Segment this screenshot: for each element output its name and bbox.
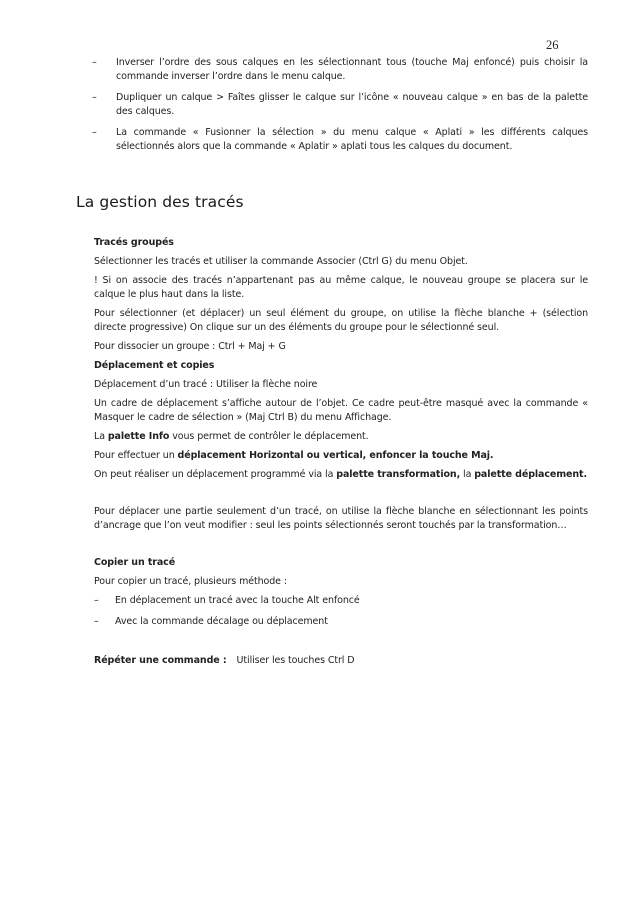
text-run: La: [94, 431, 108, 442]
bullet-dash: –: [94, 616, 99, 627]
top-bullet-list: [92, 56, 588, 161]
list-item: [94, 615, 588, 629]
paragraph: Sélectionner les tracés et utiliser la commande Associer (Ctrl G) du menu Objet.: [94, 256, 468, 267]
paragraph: Déplacement d’un tracé : Utiliser la flèche noire: [94, 379, 318, 390]
bullet-dash: –: [92, 92, 97, 103]
text-run: vous permet de contrôler le déplacement.: [169, 431, 369, 442]
bold-text: palette Info: [107, 431, 170, 442]
subheading-deplacement: Déplacement et copies: [94, 360, 215, 371]
paragraph: Pour sélectionner (et déplacer) un seul élément du groupe, on utilise la flèche blanche + (sélection directe progressive) On clique sur un des éléments du groupe pour le sélectionné seul.: [94, 308, 588, 333]
paragraph: Un cadre de déplacement s’affiche autour de l’objet. Ce cadre peut-être masqué avec la commande « Masquer le cadre de sélection » (Maj Ctrl B) du menu Affichage.: [94, 398, 588, 423]
repeat-command-label: Répéter une commande :: [94, 655, 227, 666]
spacer: [94, 487, 588, 505]
paragraph: Pour déplacer une partie seulement d’un tracé, on utilise la flèche blanche en sélectionnant les points d’ancrage que l’on veut modifier : seul les points sélectionnés seront touchés par la transformation…: [94, 506, 588, 531]
text-run: la: [460, 469, 475, 480]
list-item: [92, 91, 588, 119]
bold-text: palette déplacement.: [474, 469, 588, 480]
text-run: On peut réaliser un déplacement programmé via la: [94, 469, 337, 480]
subheading-copier: Copier un tracé: [94, 557, 176, 568]
list-item: [94, 594, 588, 608]
list-item-text: La commande « Fusionner la sélection » du menu calque « Aplati » les différents calques sélectionnés alors que la commande « Aplatir » aplati tous les calques du document.: [116, 127, 588, 152]
paragraph: [94, 449, 588, 463]
paragraph: [94, 430, 588, 444]
list-item-text: En déplacement un tracé avec la touche Alt enfoncé: [115, 595, 360, 606]
section-content: [94, 236, 588, 673]
bullet-dash: –: [92, 57, 97, 68]
list-item-text: Avec la commande décalage ou déplacement: [115, 616, 328, 627]
bullet-dash: –: [92, 127, 97, 138]
bold-text: déplacement Horizontal ou vertical, enfoncer la touche Maj.: [177, 450, 494, 461]
bold-text: palette transformation,: [336, 469, 461, 480]
spacer: [94, 636, 588, 654]
paragraph: ! Si on associe des tracés n’appartenant pas au même calque, le nouveau groupe se placera sur le calque le plus haut dans la liste.: [94, 275, 588, 300]
paragraph: [94, 468, 588, 482]
paragraph: Pour copier un tracé, plusieurs méthode :: [94, 576, 287, 587]
repeat-command-text: Utiliser les touches Ctrl D: [236, 655, 355, 666]
page-number: 26: [546, 38, 559, 52]
bullet-dash: –: [94, 595, 99, 606]
copy-method-list: [94, 594, 588, 629]
text-run: Pour effectuer un: [94, 450, 178, 461]
paragraph: Pour dissocier un groupe : Ctrl + Maj + G: [94, 341, 286, 352]
list-item-text: Dupliquer un calque > Faîtes glisser le calque sur l’icône « nouveau calque » en bas de la palette des calques.: [116, 92, 588, 117]
list-item: [92, 126, 588, 154]
list-item-text: Inverser l’ordre des sous calques en les sélectionnant tous (touche Maj enfoncé) puis choisir la commande inverser l’ordre dans le menu calque.: [116, 57, 588, 82]
repeat-command-line: [94, 654, 588, 668]
list-item: [92, 56, 588, 84]
spacer: [94, 538, 588, 556]
subheading-traces-groupes: Tracés groupés: [94, 237, 174, 248]
section-title: La gestion des tracés: [76, 193, 244, 211]
